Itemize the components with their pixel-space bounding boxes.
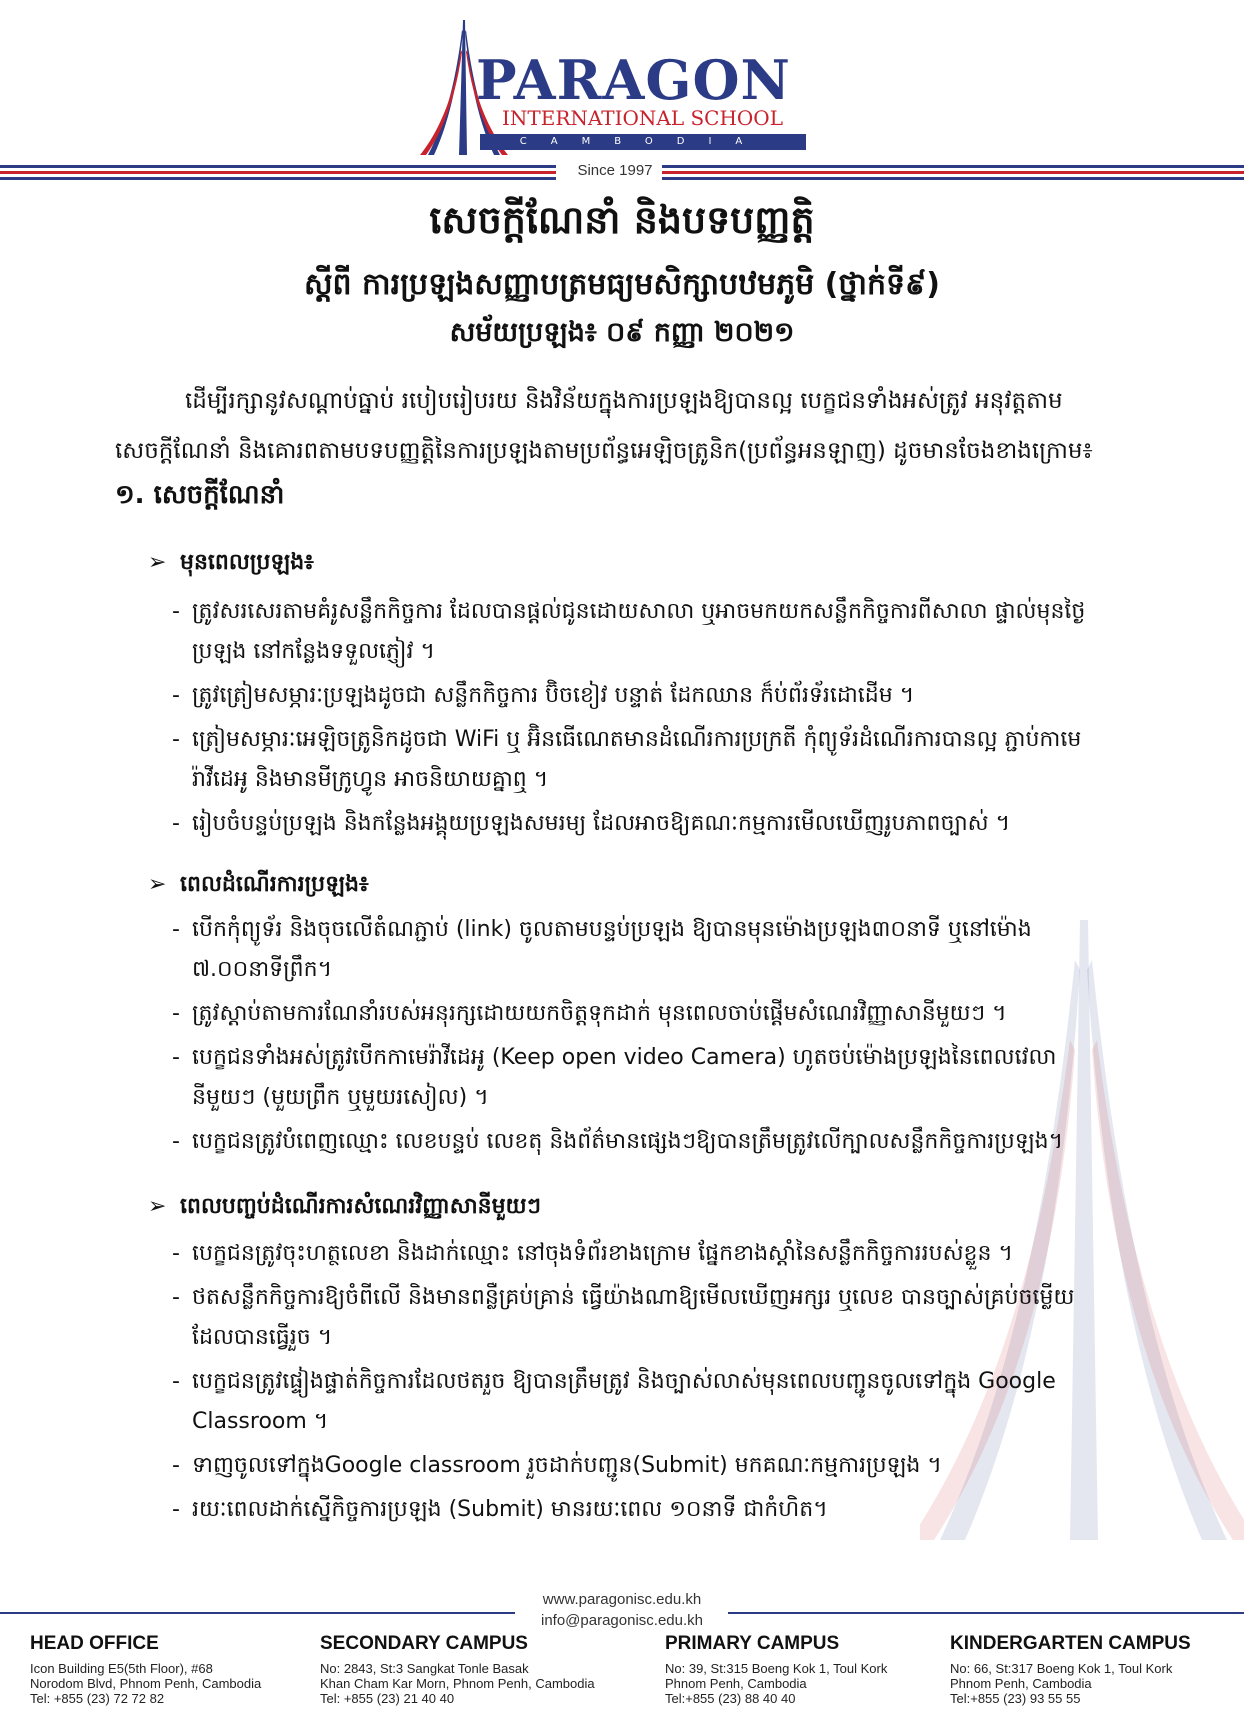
kindergarten-campus-block <box>950 1633 1191 1706</box>
arrow-bullet-icon: ➢ <box>148 1194 167 1219</box>
list-item: - បេក្ខជនត្រូវផ្ទៀងផ្ទាត់កិច្ចការដែលថតរួច ឱ្យបានត្រឹមត្រូវ និងច្បាស់លាស់មុនពេលបញ្ជូនចូលទៅក្នុង Google Classroom ។ <box>172 1369 1056 1434</box>
group-heading-after-exam <box>148 1192 541 1224</box>
header-stripe-left-navy-2 <box>0 177 556 180</box>
header-stripe-right-navy-2 <box>662 177 1244 180</box>
list-item: - បេក្ខជនទាំងអស់ត្រូវបើកកាមេរ៉ាវីដេអូ (Keep open video Camera) ហូតចប់ម៉ោងប្រឡងនៃពេលវេលានីមួយៗ (មួយព្រឹក ឬមួយរសៀល) ។ <box>172 1045 1057 1110</box>
before-exam-list <box>172 592 1117 848</box>
list-item: - ទាញចូលទៅក្នុងGoogle classroom រួចដាក់បញ្ជូន(Submit) មកគណៈកម្មការប្រឡង ។ <box>172 1453 942 1478</box>
list-item: - ត្រៀមសម្ភារៈអេឡិចត្រូនិកដូចជា WiFi ឬ អ៊ិនធើណេតមានដំណើរការប្រក្រតី កុំព្យូទ័រដំណើរការបានល្អ ភ្ជាប់កាមេរ៉ាវីដេអូ និងមានមីក្រូហ្វូន អាចនិយាយគ្នាឮ ។ <box>172 727 1082 792</box>
address-line: Norodom Blvd, Phnom Penh, Cambodia <box>30 1676 262 1691</box>
address-line: Khan Cham Kar Morn, Phnom Penh, Cambodia <box>320 1676 595 1691</box>
arrow-bullet-icon: ➢ <box>148 872 167 897</box>
list-item: - រយៈពេលដាក់ស្នើកិច្ចការប្រឡង (Submit) មានរយៈពេល ១០នាទី ជាកំហិត។ <box>172 1497 828 1522</box>
group-title: ពេលបញ្ចប់ដំណើរការសំណេរវិញ្ញាសានីមួយៗ <box>180 1194 542 1219</box>
exam-session-date: សម័យប្រឡង៖ ០៩ កញ្ញា ២០២១ <box>449 317 795 348</box>
campus-title: HEAD OFFICE <box>30 1633 159 1654</box>
group-heading-before-exam <box>148 548 314 580</box>
after-exam-list <box>172 1234 1117 1534</box>
address-line: Icon Building E5(5th Floor), #68 <box>30 1661 213 1676</box>
phone-line: Tel:+855 (23) 88 40 40 <box>665 1691 796 1706</box>
section-title: ១. សេចក្តីណែនាំ <box>115 480 285 510</box>
phone-line: Tel: +855 (23) 21 40 40 <box>320 1691 455 1706</box>
arrow-bullet-icon: ➢ <box>148 550 167 575</box>
logo-subtitle: INTERNATIONAL SCHOOL <box>502 106 783 130</box>
website-link[interactable]: www.paragonisc.edu.kh <box>542 1591 702 1608</box>
intro-paragraph: ដើម្បីរក្សានូវសណ្តាប់ធ្នាប់ របៀបរៀបរយ និងវិន័យក្នុងការប្រឡងឱ្យបានល្អ បេក្ខជនទាំងអស់ត្រូវ អនុវត្តតាមសេចក្តីណែនាំ និងគោរពតាមបទបញ្ញត្តិនៃការប្រឡងតាមប្រព័ន្ធអេឡិចត្រូនិក(ប្រព័ន្ធអនឡាញ) ដូចមានចែងខាងក្រោម៖ <box>115 388 1093 464</box>
phone-line: Tel: +855 (23) 72 72 82 <box>30 1691 165 1706</box>
list-item: - ថតសន្លឹកកិច្ចការឱ្យចំពីលើ និងមានពន្លឺគ្រប់គ្រាន់ ធ្វើយ៉ាងណាឱ្យមើលឃើញអក្សរ ឬលេខ បានច្បាស់គ្រប់ចម្លើយ ដែលបានធ្វើរួច ។ <box>172 1285 1075 1350</box>
address-line: No: 66, St:317 Boeng Kok 1, Toul Kork <box>950 1661 1173 1676</box>
list-item: - បេក្ខជនត្រូវបំពេញឈ្មោះ លេខបន្ទប់ លេខតុ និងព័ត៌មានផ្សេងៗឱ្យបានត្រឹមត្រូវលើក្បាលសន្លឹកកិច្ចការប្រឡង។ <box>172 1129 1064 1154</box>
list-item: - បើកកុំព្យូទ័រ និងចុចលើតំណភ្ជាប់ (link) ចូលតាមបន្ទប់ប្រឡង ឱ្យបានមុនម៉ោងប្រឡង៣០នាទី ឬនៅម៉ោង ៧.០០នាទីព្រឹក។ <box>172 917 1032 982</box>
phone-line: Tel:+855 (23) 93 55 55 <box>950 1691 1081 1706</box>
list-item: - ត្រូវស្តាប់តាមការណែនាំរបស់អនុរក្សដោយយកចិត្តទុកដាក់ មុនពេលចាប់ផ្តើមសំណេរវិញ្ញាសានីមួយៗ ។ <box>172 1001 1007 1026</box>
address-line: No: 2843, St:3 Sangkat Tonle Basak <box>320 1661 529 1676</box>
campus-title: SECONDARY CAMPUS <box>320 1633 528 1654</box>
list-item: - ត្រូវត្រៀមសម្ភារៈប្រឡងដូចជា សន្លឹកកិច្ចការ ប៊ិចខៀវ បន្ទាត់ ដែកឈាន ក៏ប់ព័រទ័រដោដើម ។ <box>172 683 915 708</box>
since-label: Since 1997 <box>577 162 653 179</box>
head-office-block <box>30 1633 261 1706</box>
header-stripe-left-navy <box>0 165 556 168</box>
address-line: No: 39, St:315 Boeng Kok 1, Toul Kork <box>665 1661 888 1676</box>
secondary-campus-block <box>320 1633 595 1706</box>
group-heading-during-exam <box>148 870 369 902</box>
list-item: - រៀបចំបន្ទប់ប្រឡង និងកន្លែងអង្គុយប្រឡងសមរម្យ ដែលអាចឱ្យគណៈកម្មការមើលឃើញរូបភាពច្បាស់ ។ <box>172 811 1011 836</box>
campus-title: PRIMARY CAMPUS <box>665 1633 840 1654</box>
logo-wordmark: PARAGON <box>476 48 791 112</box>
logo-country-band: CAMBODIA <box>480 134 806 150</box>
document-title: សេចក្តីណែនាំ និងបទបញ្ញត្តិ <box>429 198 815 242</box>
email-link[interactable]: info@paragonisc.edu.kh <box>541 1612 703 1629</box>
footer-divider-right <box>728 1612 1244 1614</box>
address-line: Phnom Penh, Cambodia <box>665 1676 807 1691</box>
letterhead <box>0 0 1244 190</box>
header-stripe-right-navy <box>662 165 1244 168</box>
footer-divider-left <box>0 1612 515 1614</box>
list-item: - ត្រូវសរសេរតាមគំរូសន្លឹកកិច្ចការ ដែលបានផ្តល់ជូនដោយសាលា ឬអាចមកយកសន្លឹកកិច្ចការពីសាលា ផ្ទាល់មុនថ្ងៃប្រឡង នៅកន្លែងទទួលភ្ញៀវ ។ <box>172 599 1086 664</box>
group-title: មុនពេលប្រឡង៖ <box>180 550 314 575</box>
footer-contact <box>0 1589 1244 1631</box>
campus-title: KINDERGARTEN CAMPUS <box>950 1633 1191 1654</box>
address-line: Phnom Penh, Cambodia <box>950 1676 1092 1691</box>
primary-campus-block <box>665 1633 887 1706</box>
during-exam-list <box>172 910 1117 1166</box>
header-stripe-left-red <box>0 171 556 174</box>
header-stripe-right-red <box>662 171 1244 174</box>
group-title: ពេលដំណើរការប្រឡង៖ <box>180 872 369 897</box>
document-subtitle: ស្តីពី ការប្រឡងសញ្ញាបត្រមធ្យមសិក្សាបឋមភូមិ (ថ្នាក់ទី៩) <box>303 267 940 302</box>
list-item: - បេក្ខជនត្រូវចុះហត្ថលេខា និងដាក់ឈ្មោះ នៅចុងទំព័រខាងក្រោម ផ្នែកខាងស្តាំនៃសន្លឹកកិច្ចការរបស់ខ្លួន ។ <box>172 1241 1013 1266</box>
